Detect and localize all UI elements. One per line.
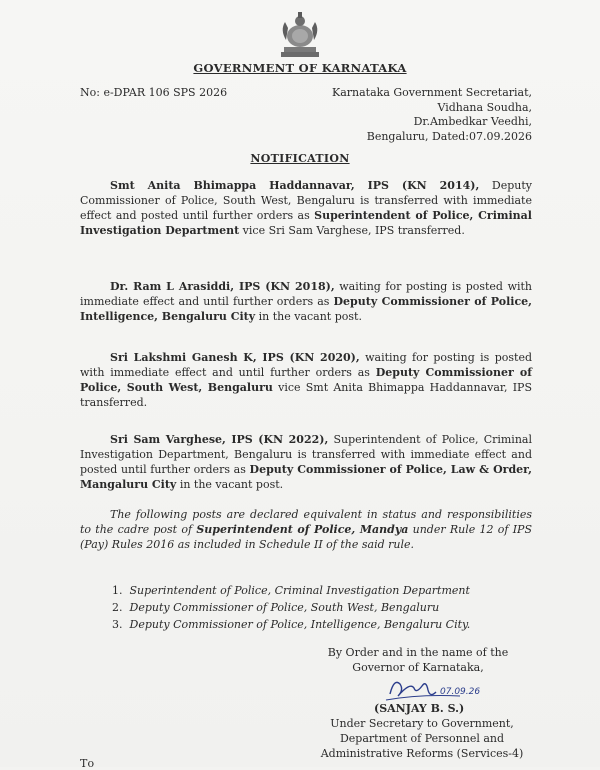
transfer-paragraph — [80, 350, 532, 410]
list-text: Superintendent of Police, Criminal Investigation Department — [129, 584, 470, 597]
designation-line: Department of Personnel and — [339, 732, 505, 745]
transfer-paragraph — [80, 178, 532, 238]
cadre-post: Superintendent of Police, Mandya — [196, 523, 409, 536]
paragraph-text: waiting for posting is posted with immediate effect and until further orders as — [80, 351, 532, 379]
paragraph-text: in the vacant post. — [255, 310, 362, 323]
posting: Superintendent of Police, Criminal Investigation Department — [80, 209, 532, 237]
posting: Deputy Commissioner of Police, Law & Order, Mangaluru City — [80, 463, 532, 491]
officer-name: Smt Anita Bhimappa Haddannavar, IPS (KN 2014), — [110, 179, 480, 192]
posting: Deputy Commissioner of Police, Intelligence, Bengaluru City — [80, 295, 532, 323]
officer-name: Dr. Ram L Arasiddi, IPS (KN 2018), — [110, 280, 335, 293]
equivalence-paragraph — [80, 507, 532, 552]
paragraph-text: in the vacant post. — [176, 478, 284, 491]
paragraph-text: vice Smt Anita Bhimappa Haddannavar, IPS transferred. — [80, 381, 532, 409]
order-line-1: By Order and in the name of the — [327, 646, 509, 659]
notification-heading: NOTIFICATION — [250, 152, 350, 165]
office-address — [300, 86, 532, 144]
signer-name: (SANJAY B. S.) — [374, 702, 465, 715]
address-line: Vidhana Soudha, — [437, 100, 532, 114]
handwritten-date: 07.09.26 — [440, 687, 481, 697]
list-text: Deputy Commissioner of Police, South West, Bengaluru — [129, 601, 440, 614]
paragraph-text: waiting for posting is posted with immediate effect and until further orders as — [80, 280, 533, 308]
list-number: 2. — [112, 601, 123, 614]
order-line-2: Governor of Karnataka, — [352, 661, 484, 674]
reference-number: No: e-DPAR 106 SPS 2026 — [80, 86, 228, 99]
designation-line: Administrative Reforms (Services-4) — [320, 747, 524, 760]
karnataka-state-emblem-icon — [276, 10, 324, 60]
posting: Deputy Commissioner of Police, South West, Bengaluru — [80, 366, 532, 394]
address-line: Bengaluru, Dated:07.09.2026 — [366, 129, 532, 143]
list-number: 3. — [112, 618, 123, 631]
paragraph-text: Deputy Commissioner of Police, South West, Bengaluru is transferred with immediate effect and posted until further orders as — [80, 179, 532, 222]
address-line: Karnataka Government Secretariat, — [332, 86, 532, 99]
equivalent-posts-list — [112, 582, 470, 633]
list-text: Deputy Commissioner of Police, Intelligence, Bengaluru City. — [129, 618, 471, 631]
signer-designation — [312, 716, 532, 761]
government-title: GOVERNMENT OF KARNATAKA — [193, 61, 407, 75]
transfer-paragraph — [80, 279, 532, 324]
list-number: 1. — [112, 584, 123, 597]
officer-name: Sri Sam Varghese, IPS (KN 2022), — [110, 433, 329, 446]
designation-line: Under Secretary to Government, — [330, 717, 514, 730]
list-item — [112, 599, 470, 616]
address-line: Dr.Ambedkar Veedhi, — [413, 115, 532, 128]
paragraph-text: vice Sri Sam Varghese, IPS transferred. — [239, 224, 465, 237]
officer-name: Sri Lakshmi Ganesh K, IPS (KN 2020), — [110, 351, 360, 364]
handwritten-signature — [380, 672, 510, 706]
list-item — [112, 582, 470, 599]
paragraph-text: The following posts are declared equivalent in status and responsibilities to the cadre post of — [80, 508, 532, 536]
cut-off-text: To — [80, 757, 96, 770]
order-line — [318, 645, 518, 675]
transfer-paragraph — [80, 432, 532, 492]
paragraph-text: Superintendent of Police, Criminal Investigation Department, Bengaluru is transferred with immediate effect and posted until further orders as — [80, 433, 532, 476]
paragraph-text: under Rule 12 of IPS (Pay) Rules 2016 as included in Schedule II of the said rule. — [80, 523, 532, 551]
list-item — [112, 616, 470, 633]
